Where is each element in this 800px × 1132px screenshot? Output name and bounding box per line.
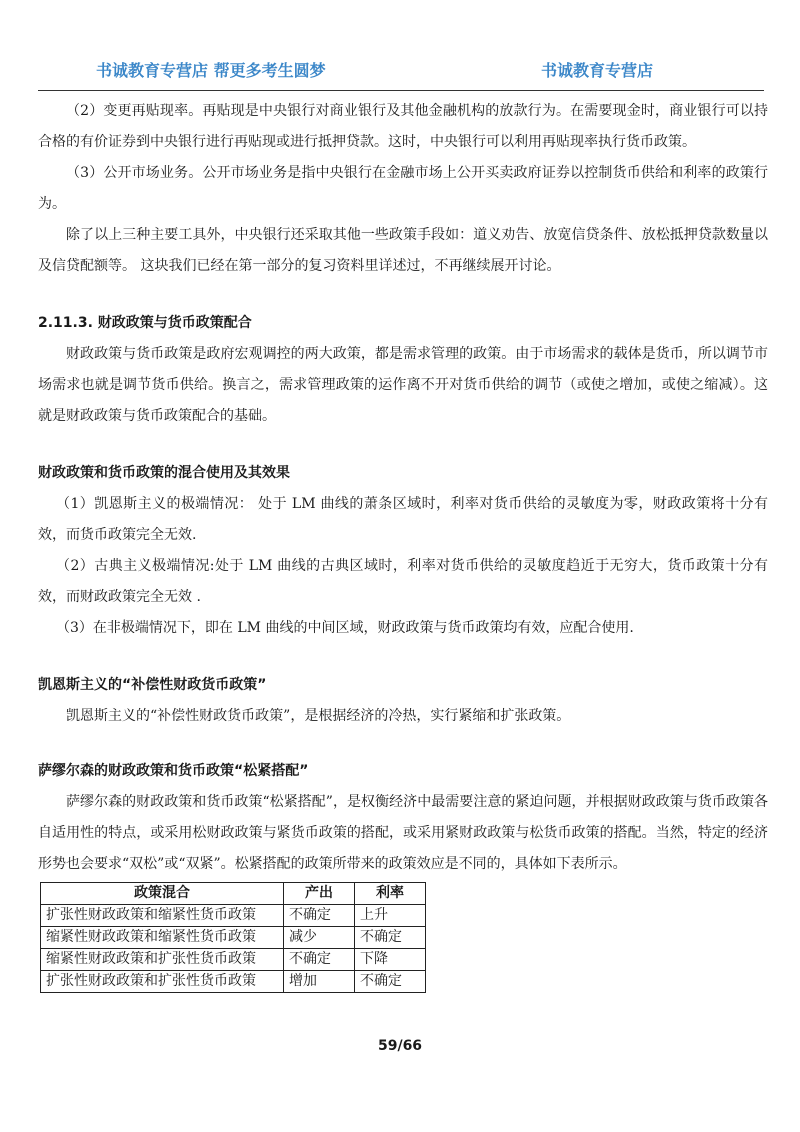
heading-keynes-compensatory: 凯恩斯主义的“补偿性财政货币政策” bbox=[38, 677, 267, 693]
table-cell-output: 不确定 bbox=[284, 905, 355, 927]
header-divider bbox=[38, 90, 764, 91]
heading-samuelson-mix: 萨缪尔森的财政政策和货币政策“松紧搭配” bbox=[38, 763, 309, 779]
table-row bbox=[41, 905, 426, 927]
table-row bbox=[41, 971, 426, 993]
paragraph-mix-intermediate: （3）在非极端情况下，即在 LM 曲线的中间区域，财政政策与货币政策均有效，应配合使用. bbox=[56, 620, 634, 636]
header-store-slogan: 书诚教育专营店 帮更多考生圆梦 bbox=[96, 61, 326, 80]
paragraph-mix-classical: （2）古典主义极端情况:处于 LM 曲线的古典区域时，利率对货币供给的灵敏度趋近于无穷大，货币政策十分有效，而财政政策完全无效 . bbox=[38, 558, 768, 605]
page-number bbox=[0, 1038, 800, 1054]
policy-mix-table bbox=[40, 882, 426, 993]
table-header-interest: 利率 bbox=[355, 883, 426, 905]
paragraph-coordination: 财政政策与货币政策是政府宏观调控的两大政策，都是需求管理的政策。由于市场需求的载体是货币，所以调节市场需求也就是调节货币供给。换言之，需求管理政策的运作离不开对货币供给的调节（或使之增加，或使之缩减）。这就是财政政策与货币政策配合的基础。 bbox=[38, 346, 768, 424]
paragraph-keynes-compensatory: 凯恩斯主义的“补偿性财政货币政策”，是根据经济的冷热，实行紧缩和扩张政策。 bbox=[66, 708, 571, 724]
header-store-name: 书诚教育专营店 bbox=[541, 61, 654, 80]
table-cell-policy: 缩紧性财政政策和扩张性货币政策 bbox=[41, 949, 284, 971]
total-pages: 66 bbox=[402, 1038, 423, 1054]
table-cell-policy: 扩张性财政政策和缩紧性货币政策 bbox=[41, 905, 284, 927]
document-body bbox=[38, 96, 768, 993]
table-header-policy: 政策混合 bbox=[41, 883, 284, 905]
table-cell-policy: 缩紧性财政政策和缩紧性货币政策 bbox=[41, 927, 284, 949]
paragraph-rediscount: （2）变更再贴现率。再贴现是中央银行对商业银行及其他金融机构的放款行为。在需要现金时，商业银行可以持合格的有价证券到中央银行进行再贴现或进行抵押贷款。这时，中央银行可以利用再贴现率执行货币政策。 bbox=[38, 103, 768, 150]
table-cell-output: 不确定 bbox=[284, 949, 355, 971]
table-row bbox=[41, 927, 426, 949]
heading-policy-mix: 财政政策和货币政策的混合使用及其效果 bbox=[38, 465, 290, 481]
page-header bbox=[0, 58, 800, 88]
paragraph-samuelson-mix: 萨缪尔森的财政政策和货币政策“松紧搭配”，是权衡经济中最需要注意的紧迫问题，并根据财政政策与货币政策各自适用性的特点，或采用松财政政策与紧货币政策的搭配，或采用紧财政政策与松货币政策的搭配。当然，特定的经济形势也会要求“双松”或“双紧”。松紧搭配的政策所带来的政策效应是不同的，具体如下表所示。 bbox=[38, 794, 768, 872]
table-row bbox=[41, 949, 426, 971]
current-page: 59 bbox=[377, 1038, 398, 1054]
table-cell-interest: 下降 bbox=[355, 949, 426, 971]
page-separator: / bbox=[397, 1038, 403, 1054]
table-cell-interest: 上升 bbox=[355, 905, 426, 927]
table-header-row bbox=[41, 883, 426, 905]
table-cell-output: 减少 bbox=[284, 927, 355, 949]
table-cell-policy: 扩张性财政政策和扩张性货币政策 bbox=[41, 971, 284, 993]
table-cell-output: 增加 bbox=[284, 971, 355, 993]
paragraph-open-market: （3）公开市场业务。公开市场业务是指中央银行在金融市场上公开买卖政府证券以控制货币供给和利率的政策行为。 bbox=[38, 165, 768, 212]
table-header-output: 产出 bbox=[284, 883, 355, 905]
paragraph-mix-keynesian: （1）凯恩斯主义的极端情况： 处于 LM 曲线的萧条区域时，利率对货币供给的灵敏度为零，财政政策将十分有效，而货币政策完全无效. bbox=[38, 496, 768, 543]
table-cell-interest: 不确定 bbox=[355, 971, 426, 993]
paragraph-other-tools: 除了以上三种主要工具外，中央银行还采取其他一些政策手段如：道义劝告、放宽信贷条件、放松抵押贷款数量以及信贷配额等。 这块我们已经在第一部分的复习资料里详述过，不再继续展开讨论。 bbox=[38, 227, 768, 274]
section-heading-coordination: 2.11.3. 财政政策与货币政策配合 bbox=[38, 315, 252, 331]
table-cell-interest: 不确定 bbox=[355, 927, 426, 949]
